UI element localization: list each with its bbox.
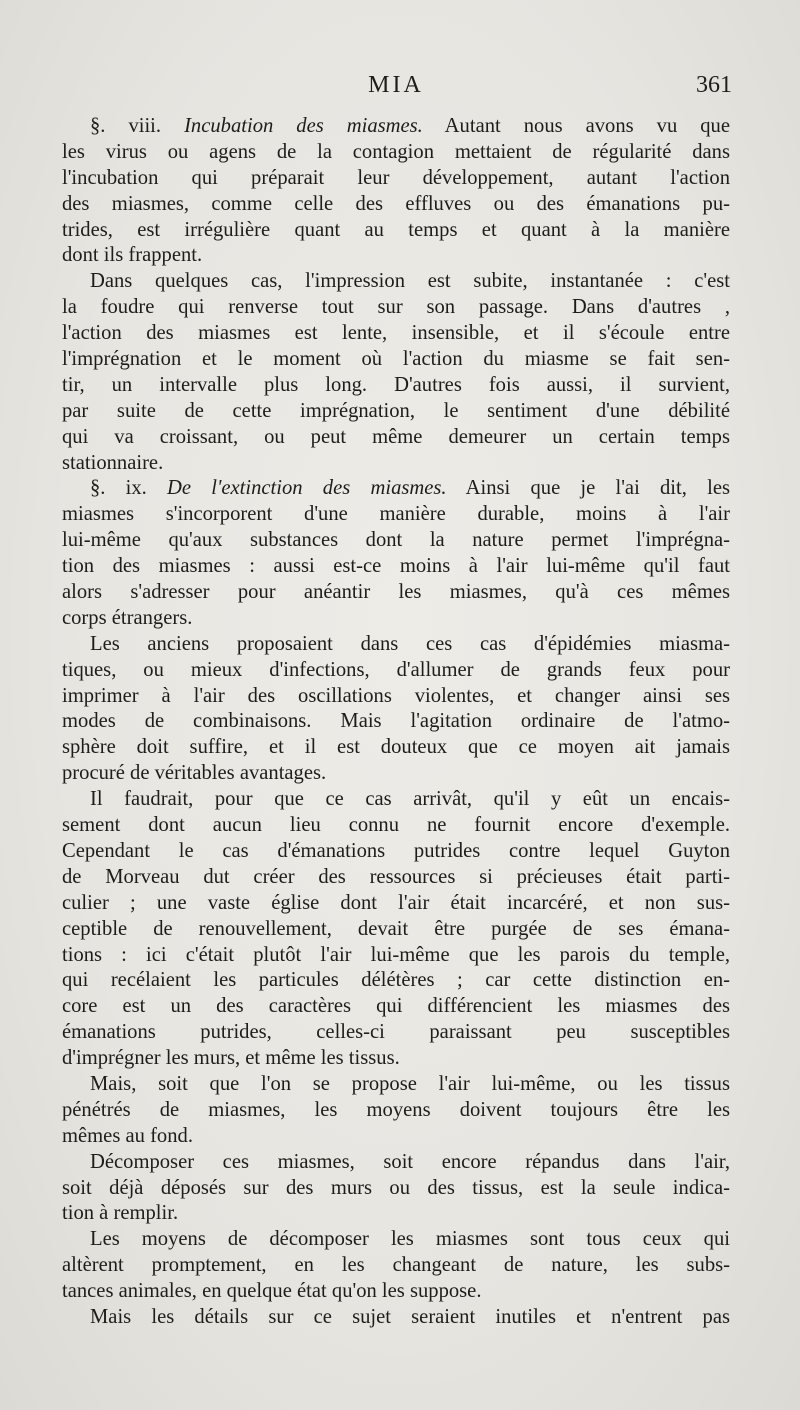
text-run: lui-même qu'aux substances dont la nature permet l'imprégna- bbox=[62, 529, 730, 552]
text-line bbox=[62, 269, 730, 295]
text-run: tion à remplir. bbox=[62, 1202, 179, 1225]
text-run: tiques, ou mieux d'infections, d'allumer de grands feux pour bbox=[62, 658, 730, 681]
paragraph bbox=[62, 1305, 730, 1331]
text-run: pénétrés de miasmes, les moyens doivent toujours être les bbox=[62, 1098, 730, 1121]
text-run: tir, un intervalle plus long. D'autres fois aussi, il survient, bbox=[62, 373, 730, 396]
text-run: d'imprégner les murs, et même les tissus. bbox=[62, 1047, 400, 1070]
text-line bbox=[62, 140, 730, 166]
text-run: Ainsi que je l'ai dit, les bbox=[446, 477, 730, 500]
text-line bbox=[62, 114, 730, 140]
text-line bbox=[62, 425, 730, 451]
text-run: Dans quelques cas, l'impression est subite, instantanée : c'est bbox=[90, 270, 730, 293]
text-line bbox=[62, 528, 730, 554]
text-run: alors s'adresser pour anéantir les miasmes, qu'à ces mêmes bbox=[62, 581, 730, 604]
text-run: Mais les détails sur ce sujet seraient inutiles et n'entrent pas bbox=[90, 1305, 730, 1328]
text-line bbox=[62, 1020, 730, 1046]
text-line bbox=[62, 192, 730, 218]
text-line bbox=[62, 1124, 730, 1150]
text-line bbox=[62, 813, 730, 839]
text-line bbox=[62, 1176, 730, 1202]
text-run: miasmes s'incorporent d'une manière durable, moins à l'air bbox=[62, 503, 730, 526]
text-line bbox=[62, 1046, 730, 1072]
text-run: §. ix. bbox=[90, 477, 168, 500]
text-line bbox=[62, 606, 730, 632]
text-run: l'action des miasmes est lente, insensible, et il s'écoule entre bbox=[62, 322, 730, 345]
text-line bbox=[62, 891, 730, 917]
paragraph bbox=[62, 1150, 730, 1228]
text-line bbox=[62, 502, 730, 528]
section-heading: De l'extinction des miasmes. bbox=[167, 477, 447, 500]
text-line bbox=[62, 1305, 730, 1331]
text-run: mêmes au fond. bbox=[62, 1124, 193, 1147]
text-line bbox=[62, 218, 730, 244]
text-run: qui va croissant, ou peut même demeurer un certain temps bbox=[62, 425, 730, 448]
text-run: core est un des caractères qui différencient les miasmes des bbox=[62, 995, 730, 1018]
text-run: soit déjà déposés sur des murs ou des tissus, est la seule indica- bbox=[62, 1176, 730, 1199]
text-line bbox=[62, 632, 730, 658]
text-line bbox=[62, 1072, 730, 1098]
text-line bbox=[62, 1150, 730, 1176]
text-run: corps étrangers. bbox=[62, 606, 193, 629]
text-line bbox=[62, 1227, 730, 1253]
text-run: tion des miasmes : aussi est-ce moins à l'air lui-même qu'il faut bbox=[62, 555, 730, 578]
text-run: ceptible de renouvellement, devait être purgée de ses émana- bbox=[62, 917, 730, 940]
text-run: l'imprégnation et le moment où l'action du miasme se fait sen- bbox=[62, 348, 730, 371]
text-run: modes de combinaisons. Mais l'agitation ordinaire de l'atmo- bbox=[62, 710, 730, 733]
text-line bbox=[62, 658, 730, 684]
text-line bbox=[62, 243, 730, 269]
text-run: des miasmes, comme celle des effluves ou des émanations pu- bbox=[62, 192, 730, 215]
text-line bbox=[62, 1279, 730, 1305]
text-line bbox=[62, 295, 730, 321]
body-text bbox=[62, 114, 730, 1331]
text-line bbox=[62, 709, 730, 735]
text-run: la foudre qui renverse tout sur son passage. Dans d'autres , bbox=[62, 296, 730, 319]
paragraph bbox=[62, 1072, 730, 1150]
text-run: Les moyens de décomposer les miasmes sont tous ceux qui bbox=[90, 1228, 730, 1251]
text-run: Mais, soit que l'on se propose l'air lui-même, ou les tissus bbox=[90, 1072, 730, 1095]
text-run: culier ; une vaste église dont l'air était incarcéré, et non sus- bbox=[62, 891, 730, 914]
text-run: Les anciens proposaient dans ces cas d'épidémies miasma- bbox=[90, 632, 730, 655]
text-run: émanations putrides, celles-ci paraissant peu susceptibles bbox=[62, 1021, 730, 1044]
text-run: de Morveau dut créer des ressources si précieuses était parti- bbox=[62, 865, 730, 888]
text-run: qui recélaient les particules délétères ; car cette distinction en- bbox=[62, 969, 730, 992]
paragraph bbox=[62, 269, 730, 476]
paragraph bbox=[62, 787, 730, 1072]
text-run: l'incubation qui préparait leur développement, autant l'action bbox=[62, 166, 730, 189]
text-run: sphère doit suffire, et il est douteux que ce moyen ait jamais bbox=[62, 736, 730, 759]
paragraph bbox=[62, 632, 730, 787]
text-run: Décomposer ces miasmes, soit encore répandus dans l'air, bbox=[90, 1150, 730, 1173]
text-run: tances animales, en quelque état qu'on les suppose. bbox=[62, 1280, 482, 1303]
paragraph bbox=[62, 114, 730, 269]
text-run: procuré de véritables avantages. bbox=[62, 762, 327, 785]
text-line bbox=[62, 347, 730, 373]
text-line bbox=[62, 761, 730, 787]
section-heading: Incubation des miasmes. bbox=[184, 115, 423, 137]
text-line bbox=[62, 321, 730, 347]
paragraph bbox=[62, 1227, 730, 1305]
text-run: §. viii. bbox=[90, 115, 185, 137]
text-line bbox=[62, 968, 730, 994]
text-line bbox=[62, 839, 730, 865]
text-line bbox=[62, 1098, 730, 1124]
text-run: Autant nous avons vu que bbox=[422, 115, 730, 137]
text-run: imprimer à l'air des oscillations violentes, et changer ainsi ses bbox=[62, 684, 730, 707]
text-line bbox=[62, 373, 730, 399]
running-head: MIA bbox=[368, 72, 424, 98]
text-line bbox=[62, 994, 730, 1020]
text-run: trides, est irrégulière quant au temps et quant à la manière bbox=[62, 218, 730, 241]
page-header bbox=[60, 72, 732, 106]
text-run: tions : ici c'était plutôt l'air lui-même que les parois du temple, bbox=[62, 943, 730, 966]
text-line bbox=[62, 917, 730, 943]
page-number: 361 bbox=[696, 72, 732, 98]
text-line bbox=[62, 554, 730, 580]
text-run: dont ils frappent. bbox=[62, 244, 203, 267]
text-run: sement dont aucun lieu connu ne fournit encore d'exemple. bbox=[62, 814, 730, 837]
text-run: stationnaire. bbox=[62, 451, 164, 474]
text-line bbox=[62, 684, 730, 710]
text-run: Il faudrait, pour que ce cas arrivât, qu'il y eût un encais- bbox=[90, 788, 730, 811]
text-run: les virus ou agens de la contagion mettaient de régularité dans bbox=[62, 140, 730, 163]
text-line bbox=[62, 787, 730, 813]
text-line bbox=[62, 1253, 730, 1279]
text-run: altèrent promptement, en les changeant de nature, les subs- bbox=[62, 1254, 730, 1277]
text-line bbox=[62, 1201, 730, 1227]
text-line bbox=[62, 476, 730, 502]
paragraph bbox=[62, 476, 730, 631]
text-line bbox=[62, 943, 730, 969]
text-run: Cependant le cas d'émanations putrides contre lequel Guyton bbox=[62, 839, 730, 862]
text-line bbox=[62, 399, 730, 425]
text-run: par suite de cette imprégnation, le sentiment d'une débilité bbox=[62, 399, 730, 422]
text-line bbox=[62, 451, 730, 477]
text-line bbox=[62, 865, 730, 891]
text-line bbox=[62, 735, 730, 761]
text-line bbox=[62, 166, 730, 192]
text-line bbox=[62, 580, 730, 606]
